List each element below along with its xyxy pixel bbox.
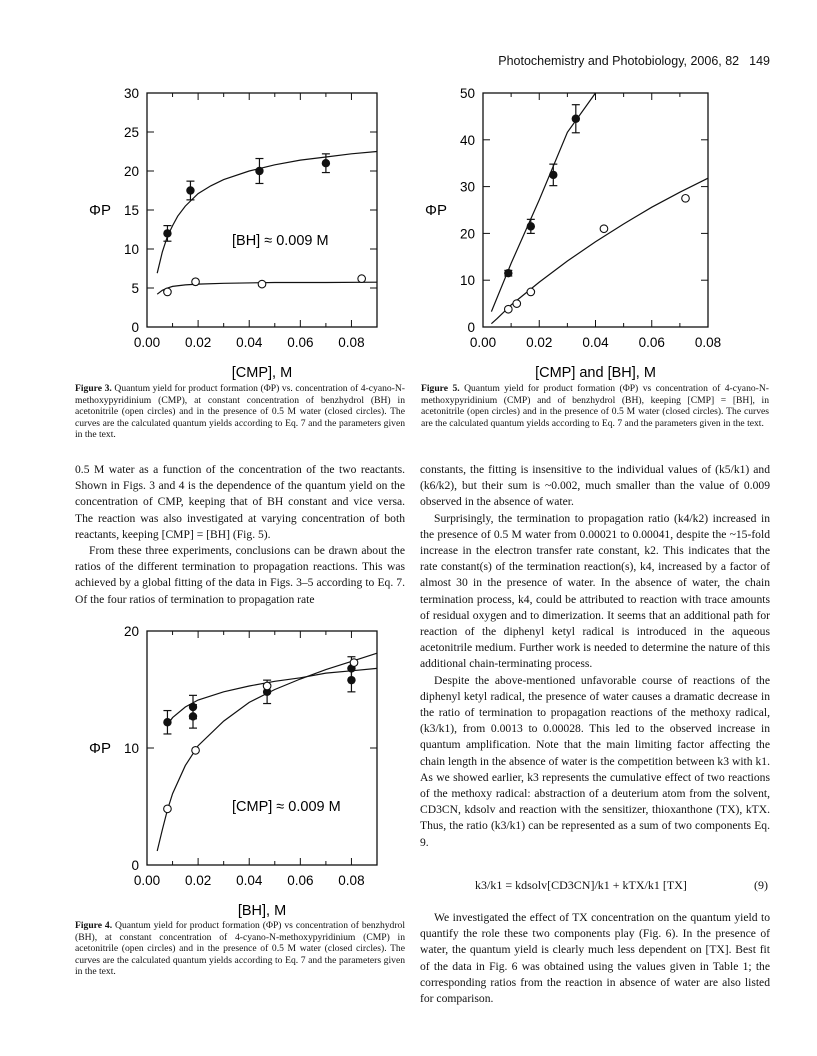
paragraph: We investigated the effect of TX concentration on the quantum yield to quantify the role these two components play (Fig. 6). In the presence of water, the quantum yield is clearly much less dependent on [TX]. Best fit of the data in Fig. 6 was obtained using the values given in Table 1; the corresponding ratios from the reaction in absence of water are also listed for comparison.	[420, 911, 770, 1006]
figure-3-caption	[75, 383, 405, 441]
figure-4-caption	[75, 920, 405, 978]
data-point-open	[600, 225, 608, 233]
x-tick-label: 0.00	[133, 335, 161, 350]
figure-3-label: Figure 3.	[75, 383, 112, 394]
plot-frame	[147, 631, 377, 865]
x-tick-label: 0.02	[184, 335, 212, 350]
right-column-text-continued	[420, 910, 770, 1007]
figure-5-chart	[420, 80, 765, 380]
y-tick-label: 40	[459, 132, 475, 148]
paragraph: Surprisingly, the termination to propagation ratio (k4/k2) increased in the presence of 0.5 M water from 0.00021 to 0.00041, despite the ~15-fold increase in the electron transfer rate constant, k2. This indicates that the rate constant(s) of the termination reaction(s), k4, increased by a factor of almost 30 in the presence of water. In the absence of water, the chain termination process, k4, could be attributed to reaction with trace amounts of residual oxygen and to dimerization. It seems that an additional path for reaction of the diphenyl ketyl radical is introduced in the aqueous acetonitrile medium. Further work is needed to determine the nature of this additional chain-terminating process.	[420, 511, 770, 671]
y-tick-label: 20	[123, 624, 139, 639]
figure-3-chart	[75, 80, 405, 380]
data-point-filled	[189, 712, 197, 720]
x-tick-label: 0.02	[526, 335, 553, 350]
figure-3-caption-text: Quantum yield for product formation (ΦP) vs. concentration of 4-cyano-N-methoxypyridinium (CMP), at constant concentration of benzhydrol (BH) in acetonitrile (open circles) and in the presence of 0.5 M water (closed circles). The curves are the calculated quantum yields according to Eq. 7 and the parameters given in the text.	[75, 383, 405, 440]
data-point-filled	[255, 167, 263, 175]
fit-curve	[491, 178, 708, 324]
data-point-filled	[504, 269, 512, 277]
y-tick-label: 25	[123, 125, 139, 140]
data-point-open	[505, 305, 513, 313]
figure-5-label: Figure 5.	[421, 383, 460, 394]
y-tick-label: 30	[123, 86, 139, 101]
x-tick-label: 0.00	[133, 873, 161, 888]
journal-citation: Photochemistry and Photobiology, 2006, 82	[498, 54, 740, 68]
y-tick-label: 20	[123, 164, 139, 179]
x-tick-label: 0.02	[184, 873, 212, 888]
y-tick-label: 10	[459, 273, 475, 289]
fit-curve	[167, 668, 377, 724]
y-tick-label: 15	[123, 203, 139, 218]
x-tick-label: 0.00	[469, 335, 497, 350]
y-tick-label: 0	[467, 320, 475, 335]
y-axis-label: ΦP	[89, 740, 111, 757]
data-point-open	[164, 805, 172, 813]
x-tick-label: 0.04	[236, 335, 263, 350]
chart-annotation: [CMP] ≈ 0.009 M	[232, 799, 341, 815]
x-tick-label: 0.04	[582, 335, 609, 350]
plot-frame	[483, 93, 708, 327]
y-tick-label: 20	[459, 226, 475, 242]
data-point-open	[682, 195, 690, 203]
figure-4-caption-text: Quantum yield for product formation (ΦP) vs concentration of benzhydrol (BH), at constant concentration of 4-cyano-N-methoxypyridinium (CMP) in acetonitrile (open circles) and in the presence of 0.5 M water (closed circles). The curves are the calculated quantum yields according to Eq. 7 and the parameters given in the text.	[75, 920, 405, 977]
y-tick-label: 30	[459, 179, 475, 195]
data-point-filled	[549, 171, 557, 179]
x-axis-label: [CMP], M	[231, 365, 293, 380]
data-point-open	[192, 747, 200, 755]
data-point-open	[192, 278, 200, 286]
figure-5-caption	[421, 383, 769, 429]
figure-4-label: Figure 4.	[75, 920, 113, 931]
x-tick-label: 0.06	[287, 335, 314, 350]
equation-9	[435, 868, 770, 906]
paragraph: constants, the fitting is insensitive to the individual values of (k5/k1) and (k6/k2), but their sum is ~0.002, much smaller than the value of 0.009 observed in the absence of water.	[420, 463, 770, 509]
y-tick-label: 10	[123, 741, 139, 756]
x-tick-label: 0.08	[338, 335, 365, 350]
y-tick-label: 0	[131, 320, 139, 335]
x-axis-label: [CMP] and [BH], M	[535, 365, 656, 380]
data-point-open	[263, 682, 271, 690]
x-tick-label: 0.04	[236, 873, 263, 888]
paragraph: From these three experiments, conclusions can be drawn about the ratios of the different termination to propagation reactions. This was achieved by a global fitting of the data in Figs. 3–5 according to Eq. 7. Of the four ratios of termination to propagation rate	[75, 544, 405, 606]
data-point-open	[358, 275, 366, 283]
page-number: 149	[749, 54, 770, 68]
fit-curve	[157, 152, 377, 274]
data-point-open	[513, 300, 521, 308]
y-tick-label: 50	[459, 86, 475, 101]
chart-annotation: [BH] ≈ 0.009 M	[232, 233, 329, 249]
right-column-text	[420, 462, 770, 851]
fit-curve	[157, 282, 377, 294]
running-header	[420, 54, 770, 68]
y-axis-label: ΦP	[425, 202, 447, 219]
paragraph: 0.5 M water as a function of the concentration of the two reactants. Shown in Figs. 3 and 4 is the dependence of the quantum yield on the concentration of CMP, keeping that of BH constant and vice versa. The reaction was also investigated at varying concentration of both reactants, keeping [CMP] = [BH] (Fig. 5).	[75, 463, 405, 541]
x-tick-label: 0.08	[694, 335, 722, 350]
data-point-open	[527, 288, 535, 296]
data-point-filled	[527, 222, 535, 230]
plot-frame	[147, 93, 377, 327]
data-point-filled	[163, 718, 171, 726]
figure-5-caption-text: Quantum yield for product formation (ΦP) vs concentration of 4-cyano-N-methoxypyridinium (CMP) and of benzhydrol (BH), keeping [CMP] = [BH], in acetonitrile (open circles) and in the presence of 0.5 M water (closed circles). The curves are the calculated quantum yields according to Eq. 7 and the parameters given in the text.	[421, 383, 769, 429]
data-point-open	[164, 288, 172, 296]
data-point-open	[258, 280, 266, 288]
x-axis-label: [BH], M	[237, 903, 287, 918]
paragraph: Despite the above-mentioned unfavorable course of reactions of the diphenyl ketyl radical, the presence of water causes a dramatic decrease in the ratio of termination to propagation reactions of the methoxy radical, (k3/k1), from 0.0013 to 0.00028. This led to the observed increase in quantum amplification. Note that the main limiting factor affecting the chain length in the absence of water is the competition between k3 with k1. As we showed earlier, k3 represents the cumulative effect of two reactions of the methoxy radical: abstraction of a deuterium atom from the solvent, CD3CN, kdsolv and reaction with the sensitizer, thioxanthone (TX), kTX. Thus, the ratio (k3/k1) can be represented as a sum of two components Eq. 9.	[420, 673, 770, 849]
data-point-filled	[322, 159, 330, 167]
data-point-filled	[163, 229, 171, 237]
equation-number: (9)	[754, 878, 768, 892]
x-tick-label: 0.06	[638, 335, 665, 350]
y-tick-label: 0	[131, 858, 139, 873]
y-tick-label: 10	[123, 242, 139, 257]
x-tick-label: 0.08	[338, 873, 365, 888]
data-point-filled	[186, 186, 194, 194]
y-axis-label: ΦP	[89, 202, 111, 219]
data-point-open	[350, 659, 358, 667]
left-column-text	[75, 462, 405, 608]
equation-body: k3/k1 = kdsolv[CD3CN]/k1 + kTX/k1 [TX]	[475, 878, 687, 892]
y-tick-label: 5	[131, 281, 139, 296]
x-tick-label: 0.06	[287, 873, 314, 888]
figure-4-chart	[75, 618, 405, 918]
data-point-filled	[572, 115, 580, 123]
